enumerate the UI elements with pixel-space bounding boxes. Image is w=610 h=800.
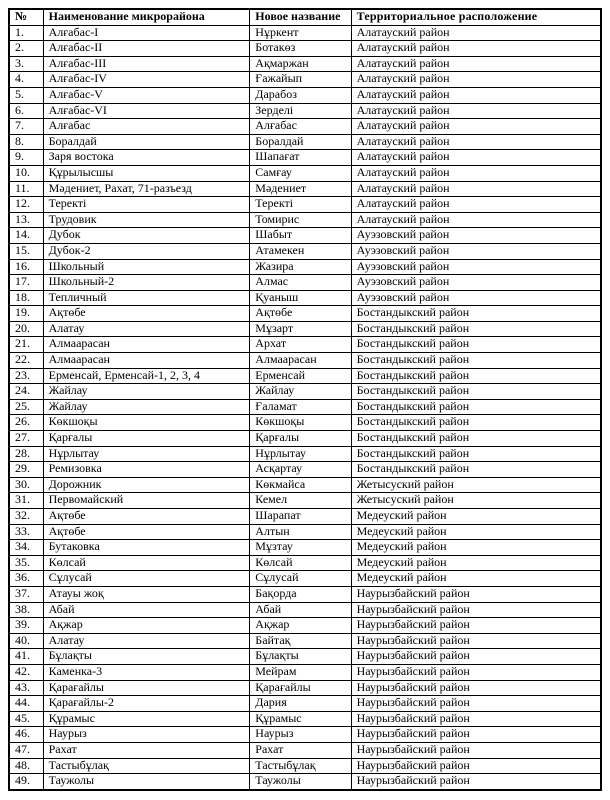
table-row (9, 119, 601, 135)
cell-new_name: Ғажайып (250, 72, 351, 88)
table-row (9, 446, 601, 462)
table-row (9, 56, 601, 72)
table-row (9, 415, 601, 431)
table-row (9, 353, 601, 369)
cell-district: Ауэзовский район (351, 275, 601, 291)
cell-district: Алатауский район (351, 103, 601, 119)
header-num: № (9, 9, 43, 25)
cell-district: Бостандыкский район (351, 431, 601, 447)
table-row (9, 509, 601, 525)
cell-new_name: Дария (250, 696, 351, 712)
cell-new_name: Қарағайлы (250, 680, 351, 696)
table-body (9, 25, 601, 790)
cell-district: Алатауский район (351, 25, 601, 41)
cell-name: Алғабас-V (43, 87, 250, 103)
cell-new_name: Ақжар (250, 618, 351, 634)
cell-new_name: Мұзтау (250, 540, 351, 556)
cell-name: Қарағайлы-2 (43, 696, 250, 712)
cell-new_name: Мұзарт (250, 321, 351, 337)
cell-new_name: Сұлусай (250, 571, 351, 587)
cell-num: 9. (9, 150, 43, 166)
cell-name: Көкшоқы (43, 415, 250, 431)
cell-new_name: Алмаарасан (250, 353, 351, 369)
table-row (9, 228, 601, 244)
cell-num: 35. (9, 555, 43, 571)
cell-name: Заря востока (43, 150, 250, 166)
cell-name: Алатау (43, 321, 250, 337)
cell-district: Алатауский район (351, 165, 601, 181)
cell-new_name: Көлсай (250, 555, 351, 571)
cell-new_name: Қарғалы (250, 431, 351, 447)
table-row (9, 602, 601, 618)
cell-num: 30. (9, 477, 43, 493)
cell-num: 14. (9, 228, 43, 244)
cell-name: Алғабас-IV (43, 72, 250, 88)
cell-num: 2. (9, 41, 43, 57)
cell-new_name: Рахат (250, 742, 351, 758)
table-row (9, 571, 601, 587)
cell-name: Қарғалы (43, 431, 250, 447)
cell-new_name: Зерделі (250, 103, 351, 119)
cell-new_name: Ерменсай (250, 368, 351, 384)
cell-num: 38. (9, 602, 43, 618)
table-row (9, 758, 601, 774)
cell-num: 8. (9, 134, 43, 150)
table-row (9, 368, 601, 384)
cell-district: Алатауский район (351, 197, 601, 213)
header-district: Территориальное расположение (351, 9, 601, 25)
cell-name: Алғабас (43, 119, 250, 135)
table-row (9, 649, 601, 665)
cell-new_name: Атамекен (250, 243, 351, 259)
cell-name: Боралдай (43, 134, 250, 150)
table-row (9, 431, 601, 447)
cell-num: 20. (9, 321, 43, 337)
cell-new_name: Көкмайса (250, 477, 351, 493)
cell-new_name: Самғау (250, 165, 351, 181)
cell-num: 27. (9, 431, 43, 447)
table-row (9, 87, 601, 103)
header-row (9, 9, 601, 25)
cell-num: 15. (9, 243, 43, 259)
table-row (9, 742, 601, 758)
table-row (9, 774, 601, 790)
cell-num: 24. (9, 384, 43, 400)
cell-num: 41. (9, 649, 43, 665)
cell-new_name: Асқартау (250, 462, 351, 478)
cell-district: Наурызбайский район (351, 586, 601, 602)
table-row (9, 165, 601, 181)
table-row (9, 212, 601, 228)
cell-new_name: Байтақ (250, 633, 351, 649)
table-row (9, 586, 601, 602)
cell-name: Ақтөбе (43, 306, 250, 322)
table-row (9, 243, 601, 259)
cell-new_name: Боралдай (250, 134, 351, 150)
cell-new_name: Тастыбұлақ (250, 758, 351, 774)
table-row (9, 711, 601, 727)
cell-district: Бостандыкский район (351, 384, 601, 400)
cell-num: 33. (9, 524, 43, 540)
header-name: Наименование микрорайона (43, 9, 250, 25)
cell-district: Наурызбайский район (351, 618, 601, 634)
cell-name: Алатау (43, 633, 250, 649)
cell-new_name: Алмас (250, 275, 351, 291)
table-row (9, 72, 601, 88)
cell-new_name: Шарапат (250, 509, 351, 525)
cell-num: 1. (9, 25, 43, 41)
cell-new_name: Алтын (250, 524, 351, 540)
cell-district: Бостандыкский район (351, 337, 601, 353)
cell-name: Қарағайлы (43, 680, 250, 696)
cell-new_name: Дарабоз (250, 87, 351, 103)
table-row (9, 696, 601, 712)
table-row (9, 462, 601, 478)
cell-district: Наурызбайский район (351, 649, 601, 665)
cell-num: 4. (9, 72, 43, 88)
cell-new_name: Кемел (250, 493, 351, 509)
cell-num: 32. (9, 509, 43, 525)
cell-new_name: Нұрлытау (250, 446, 351, 462)
cell-num: 12. (9, 197, 43, 213)
cell-district: Бостандыкский район (351, 368, 601, 384)
cell-district: Бостандыкский район (351, 306, 601, 322)
cell-new_name: Архат (250, 337, 351, 353)
cell-name: Алғабас-II (43, 41, 250, 57)
cell-district: Ауэзовский район (351, 243, 601, 259)
cell-num: 43. (9, 680, 43, 696)
cell-num: 49. (9, 774, 43, 790)
cell-num: 37. (9, 586, 43, 602)
cell-name: Ақтөбе (43, 509, 250, 525)
cell-district: Ауэзовский район (351, 259, 601, 275)
cell-num: 7. (9, 119, 43, 135)
cell-name: Бұлақты (43, 649, 250, 665)
cell-new_name: Алғабас (250, 119, 351, 135)
cell-new_name: Абай (250, 602, 351, 618)
cell-new_name: Жазира (250, 259, 351, 275)
cell-num: 36. (9, 571, 43, 587)
cell-new_name: Көкшоқы (250, 415, 351, 431)
cell-name: Тепличный (43, 290, 250, 306)
cell-name: Школьный-2 (43, 275, 250, 291)
table-row (9, 181, 601, 197)
cell-num: 44. (9, 696, 43, 712)
cell-name: Сұлусай (43, 571, 250, 587)
cell-new_name: Ақмаржан (250, 56, 351, 72)
cell-name: Рахат (43, 742, 250, 758)
table-row (9, 399, 601, 415)
microdistrict-rename-table (8, 8, 602, 791)
table-row (9, 633, 601, 649)
cell-num: 45. (9, 711, 43, 727)
cell-new_name: Шапағат (250, 150, 351, 166)
cell-name: Жайлау (43, 399, 250, 415)
cell-name: Таужолы (43, 774, 250, 790)
cell-name: Құрамыс (43, 711, 250, 727)
cell-num: 11. (9, 181, 43, 197)
cell-num: 29. (9, 462, 43, 478)
cell-district: Наурызбайский район (351, 633, 601, 649)
cell-district: Наурызбайский район (351, 742, 601, 758)
cell-district: Алатауский район (351, 41, 601, 57)
cell-new_name: Бақорда (250, 586, 351, 602)
cell-num: 18. (9, 290, 43, 306)
cell-district: Алатауский район (351, 134, 601, 150)
cell-district: Медеуский район (351, 524, 601, 540)
cell-num: 48. (9, 758, 43, 774)
cell-district: Ауэзовский район (351, 290, 601, 306)
cell-district: Наурызбайский район (351, 758, 601, 774)
table-row (9, 384, 601, 400)
cell-new_name: Ғаламат (250, 399, 351, 415)
table-row (9, 727, 601, 743)
cell-new_name: Таужолы (250, 774, 351, 790)
cell-name: Мәдениет, Рахат, 71-разъезд (43, 181, 250, 197)
cell-name: Школьный (43, 259, 250, 275)
table-row (9, 150, 601, 166)
cell-num: 26. (9, 415, 43, 431)
cell-new_name: Бұлақты (250, 649, 351, 665)
cell-name: Нұрлытау (43, 446, 250, 462)
cell-name: Құрылысшы (43, 165, 250, 181)
cell-district: Бостандыкский район (351, 446, 601, 462)
cell-name: Алмаарасан (43, 337, 250, 353)
table-row (9, 618, 601, 634)
table-row (9, 664, 601, 680)
cell-district: Алатауский район (351, 72, 601, 88)
cell-district: Наурызбайский район (351, 664, 601, 680)
cell-new_name: Нұркент (250, 25, 351, 41)
table-row (9, 25, 601, 41)
cell-name: Бутаковка (43, 540, 250, 556)
cell-name: Алғабас-I (43, 25, 250, 41)
cell-district: Жетысуский район (351, 477, 601, 493)
cell-name: Дубок (43, 228, 250, 244)
cell-district: Медеуский район (351, 540, 601, 556)
cell-num: 31. (9, 493, 43, 509)
table-row (9, 290, 601, 306)
cell-num: 23. (9, 368, 43, 384)
cell-num: 5. (9, 87, 43, 103)
cell-district: Алатауский район (351, 181, 601, 197)
cell-name: Тастыбұлақ (43, 758, 250, 774)
cell-name: Ақтөбе (43, 524, 250, 540)
cell-new_name: Ақтөбе (250, 306, 351, 322)
table-row (9, 103, 601, 119)
cell-num: 46. (9, 727, 43, 743)
cell-name: Теректі (43, 197, 250, 213)
cell-num: 40. (9, 633, 43, 649)
table-row (9, 540, 601, 556)
cell-district: Ауэзовский район (351, 228, 601, 244)
cell-district: Жетысуский район (351, 493, 601, 509)
cell-name: Көлсай (43, 555, 250, 571)
cell-new_name: Ботакөз (250, 41, 351, 57)
cell-name: Ерменсай, Ерменсай-1, 2, 3, 4 (43, 368, 250, 384)
cell-district: Бостандыкский район (351, 321, 601, 337)
cell-district: Алатауский район (351, 212, 601, 228)
table-row (9, 555, 601, 571)
table-row (9, 275, 601, 291)
cell-new_name: Қуаныш (250, 290, 351, 306)
cell-name: Атауы жоқ (43, 586, 250, 602)
cell-district: Бостандыкский район (351, 399, 601, 415)
cell-num: 6. (9, 103, 43, 119)
cell-num: 3. (9, 56, 43, 72)
cell-name: Каменка-3 (43, 664, 250, 680)
cell-num: 47. (9, 742, 43, 758)
header-new-name: Новое название (250, 9, 351, 25)
cell-district: Медеуский район (351, 509, 601, 525)
cell-num: 13. (9, 212, 43, 228)
cell-num: 42. (9, 664, 43, 680)
cell-new_name: Құрамыс (250, 711, 351, 727)
cell-new_name: Мәдениет (250, 181, 351, 197)
cell-district: Бостандыкский район (351, 353, 601, 369)
cell-num: 28. (9, 446, 43, 462)
cell-district: Алатауский район (351, 150, 601, 166)
cell-district: Наурызбайский район (351, 727, 601, 743)
cell-num: 34. (9, 540, 43, 556)
cell-name: Абай (43, 602, 250, 618)
cell-district: Бостандыкский район (351, 462, 601, 478)
cell-name: Алғабас-VI (43, 103, 250, 119)
table-row (9, 306, 601, 322)
table-row (9, 477, 601, 493)
cell-new_name: Томирис (250, 212, 351, 228)
cell-num: 16. (9, 259, 43, 275)
cell-name: Алмаарасан (43, 353, 250, 369)
cell-new_name: Наурыз (250, 727, 351, 743)
cell-new_name: Мейрам (250, 664, 351, 680)
cell-name: Дорожник (43, 477, 250, 493)
cell-num: 39. (9, 618, 43, 634)
cell-num: 25. (9, 399, 43, 415)
cell-name: Трудовик (43, 212, 250, 228)
cell-district: Алатауский район (351, 119, 601, 135)
table-row (9, 524, 601, 540)
cell-new_name: Шабыт (250, 228, 351, 244)
cell-num: 22. (9, 353, 43, 369)
cell-district: Бостандыкский район (351, 415, 601, 431)
table-row (9, 41, 601, 57)
cell-num: 10. (9, 165, 43, 181)
cell-name: Ақжар (43, 618, 250, 634)
cell-new_name: Теректі (250, 197, 351, 213)
table-row (9, 680, 601, 696)
cell-name: Ремизовка (43, 462, 250, 478)
cell-district: Медеуский район (351, 571, 601, 587)
cell-num: 17. (9, 275, 43, 291)
table-row (9, 493, 601, 509)
cell-district: Медеуский район (351, 555, 601, 571)
cell-num: 21. (9, 337, 43, 353)
table-row (9, 197, 601, 213)
table-header (9, 9, 601, 25)
cell-district: Наурызбайский район (351, 774, 601, 790)
table-row (9, 321, 601, 337)
cell-new_name: Жайлау (250, 384, 351, 400)
cell-district: Наурызбайский район (351, 602, 601, 618)
table-row (9, 337, 601, 353)
cell-district: Наурызбайский район (351, 696, 601, 712)
cell-name: Жайлау (43, 384, 250, 400)
cell-district: Наурызбайский район (351, 711, 601, 727)
table-row (9, 134, 601, 150)
cell-name: Первомайский (43, 493, 250, 509)
table-row (9, 259, 601, 275)
cell-name: Наурыз (43, 727, 250, 743)
cell-name: Дубок-2 (43, 243, 250, 259)
cell-name: Алғабас-III (43, 56, 250, 72)
cell-district: Алатауский район (351, 56, 601, 72)
cell-num: 19. (9, 306, 43, 322)
cell-district: Наурызбайский район (351, 680, 601, 696)
cell-district: Алатауский район (351, 87, 601, 103)
